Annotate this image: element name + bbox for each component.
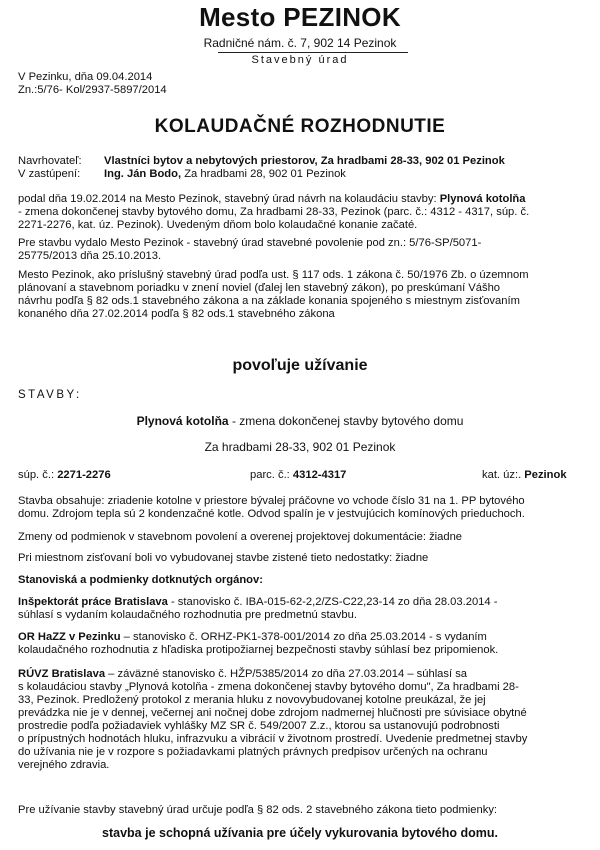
p3-line-4: konaného dňa 27.02.2014 podľa § 82 ods.1 stavebného zákona <box>18 308 335 320</box>
building-kat <box>482 469 567 482</box>
parc-label: parc. č.: <box>250 469 293 481</box>
op2-line-1 <box>18 631 487 644</box>
building-address: Za hradbami 28-33, 902 01 Pezinok <box>204 440 396 454</box>
op2-text: – stanovisko č. ORHZ-PK1-378-001/2014 zo dňa 25.03.2014 - s vydaním <box>120 631 487 643</box>
op3-line-2: s kolaudáciou stavby „Plynová kotolňa - zmena dokončenej stavby bytového domu", Za hradbami 28- <box>18 681 519 693</box>
content-line-1: Stavba obsahuje: zriadenie kotolne v priestore bývalej práčovne vo vchode číslo 31 na 1. PP bytového <box>18 495 525 507</box>
sup-label: súp. č.: <box>18 469 58 481</box>
p1-line-3: 2271-2276, kat. úz. Pezinok). Uvedeným dňom bolo kolaudačné konanie začaté. <box>18 219 418 231</box>
op3-line-1 <box>18 668 467 681</box>
op2-line-2: kolaudačného rozhodnutia z hľadiska protipožiarnej bezpečnosti stavby súhlasí bez pripomienok. <box>18 644 499 656</box>
representative-address: Za hradbami 28, 902 01 Pezinok <box>184 168 346 180</box>
op2-authority: OR HaZZ v Pezinku <box>18 631 121 643</box>
document-title: KOLAUDAČNÉ ROZHODNUTIE <box>154 116 446 137</box>
p1-line-2: - zmena dokončenej stavby bytového domu, Za hradbami 28-33, Pezinok (parc. č.: 4312 - 4317, súp. č. <box>18 206 530 218</box>
building-name-bold: Plynová kotolňa <box>136 414 229 428</box>
op3-text: – záväzné stanovisko č. HŽP/5385/2014 zo dňa 27.03.2014 – súhlasí sa <box>105 668 468 680</box>
p2-line-1: Pre stavbu vydalo Mesto Pezinok - stavebný úrad stavebné povolenie pod zn.: 5/76-SP/5071- <box>18 237 482 249</box>
kat-label: kat. úz:. <box>482 469 525 481</box>
op1-line-1 <box>18 596 497 609</box>
decision-heading: povoľuje užívanie <box>232 357 368 374</box>
op3-line-8: verejného zdravia. <box>18 759 110 771</box>
conditions-intro: Pre užívanie stavby stavebný úrad určuje podľa § 82 ods. 2 stavebného zákona tieto podmienky: <box>18 804 498 816</box>
op3-line-6: o prípustných hodnotách hluku, infrazvuku a vibrácií v životnom prostredí. Uvedenie predmetnej stavby <box>18 733 528 745</box>
p3-line-1: Mesto Pezinok, ako príslušný stavebný úrad podľa ust. § 117 ods. 1 zákona č. 50/1976 Zb. o územnom <box>18 269 529 281</box>
p1-text: podal dňa 19.02.2014 na Mesto Pezinok, stavebný úrad návrh na kolaudáciu stavby: <box>18 193 440 205</box>
p1-line-1 <box>18 193 525 206</box>
op3-line-3: 33, Pezinok. Predložený protokol z merania hluku z novovybudovanej kotolne preukázal, že jej <box>18 694 486 706</box>
p1-building-name: Plynová kotolňa <box>439 193 526 205</box>
header-divider <box>218 52 408 53</box>
op1-line-2: súhlasí s vydaním kolaudačného rozhodnutia pre predmetnú stavbu. <box>18 609 357 621</box>
op1-authority: Inšpektorát práce Bratislava <box>18 596 168 608</box>
applicant-value: Vlastníci bytov a nebytových priestorov, Za hradbami 28-33, 902 01 Pezinok <box>104 155 505 167</box>
parc-value: 4312-4317 <box>292 469 347 481</box>
op3-authority: RÚVZ Bratislava <box>18 668 106 680</box>
city-title: Mesto PEZINOK <box>199 2 401 32</box>
stavby-label: STAVBY: <box>18 389 82 401</box>
building-parc <box>250 469 346 482</box>
reference-number: Zn.:5/76- Kol/2937-5897/2014 <box>18 84 167 96</box>
place-date: V Pezinku, dňa 09.04.2014 <box>18 71 153 83</box>
representative-label: V zastúpení: <box>18 168 81 180</box>
opinions-heading: Stanoviská a podmienky dotknutých orgánov: <box>18 574 263 586</box>
building-sup <box>18 469 111 482</box>
representative-name: Ing. Ján Bodo, <box>104 168 182 180</box>
op3-line-4: prevádzka nie je v dennej, večernej ani nočnej dobe zdrojom nadmernej hlučnosti pre súvisiace obytné <box>18 707 527 719</box>
final-condition: stavba je schopná užívania pre účely vykurovania bytového domu. <box>102 826 498 840</box>
sup-value: 2271-2276 <box>57 469 111 481</box>
p3-line-2: plánovaní a stavebnom poriadku v znení noviel (ďalej len stavebný zákon), po preskúmaní Vášho <box>18 282 501 294</box>
content-line-2: domu. Zdrojom tepla sú 2 kondenzačné kotle. Odvod spalín je v jestvujúcich komínových prieduchoch. <box>18 508 525 520</box>
op3-line-7: do užívania nie je v rozpore s požiadavkami platných právnych predpisov určených na ochranu <box>18 746 488 758</box>
building-name <box>0 414 600 428</box>
building-name-rest: - zmena dokončenej stavby bytového domu <box>228 414 464 428</box>
op1-text: - stanovisko č. IBA-015-62-2,2/ZS-C22,23-14 zo dňa 28.03.2014 - <box>167 596 498 608</box>
defects-line: Pri miestnom zisťovaní boli vo vybudovanej stavbe zistené tieto nedostatky: žiadne <box>18 552 429 564</box>
office-name: Stavebný úrad <box>251 54 349 66</box>
p2-line-2: 25775/2013 dňa 25.10.2013. <box>18 250 162 262</box>
office-address: Radničné nám. č. 7, 902 14 Pezinok <box>203 36 397 50</box>
applicant-label: Navrhovateľ: <box>18 155 82 167</box>
op3-line-5: prostredie podľa požiadaviek vyhlášky MZ SR č. 549/2007 Z.z., ktorou sa ustanovujú podrobnosti <box>18 720 500 732</box>
representative-value <box>104 168 346 181</box>
p3-line-3: návrhu podľa § 82 ods.1 stavebného zákona a na základe konania spojeného s miestnym zisťovaním <box>18 295 520 307</box>
changes-line: Zmeny od podmienok v stavebnom povolení a overenej projektovej dokumentácie: žiadne <box>18 531 463 543</box>
kat-value: Pezinok <box>524 469 567 481</box>
